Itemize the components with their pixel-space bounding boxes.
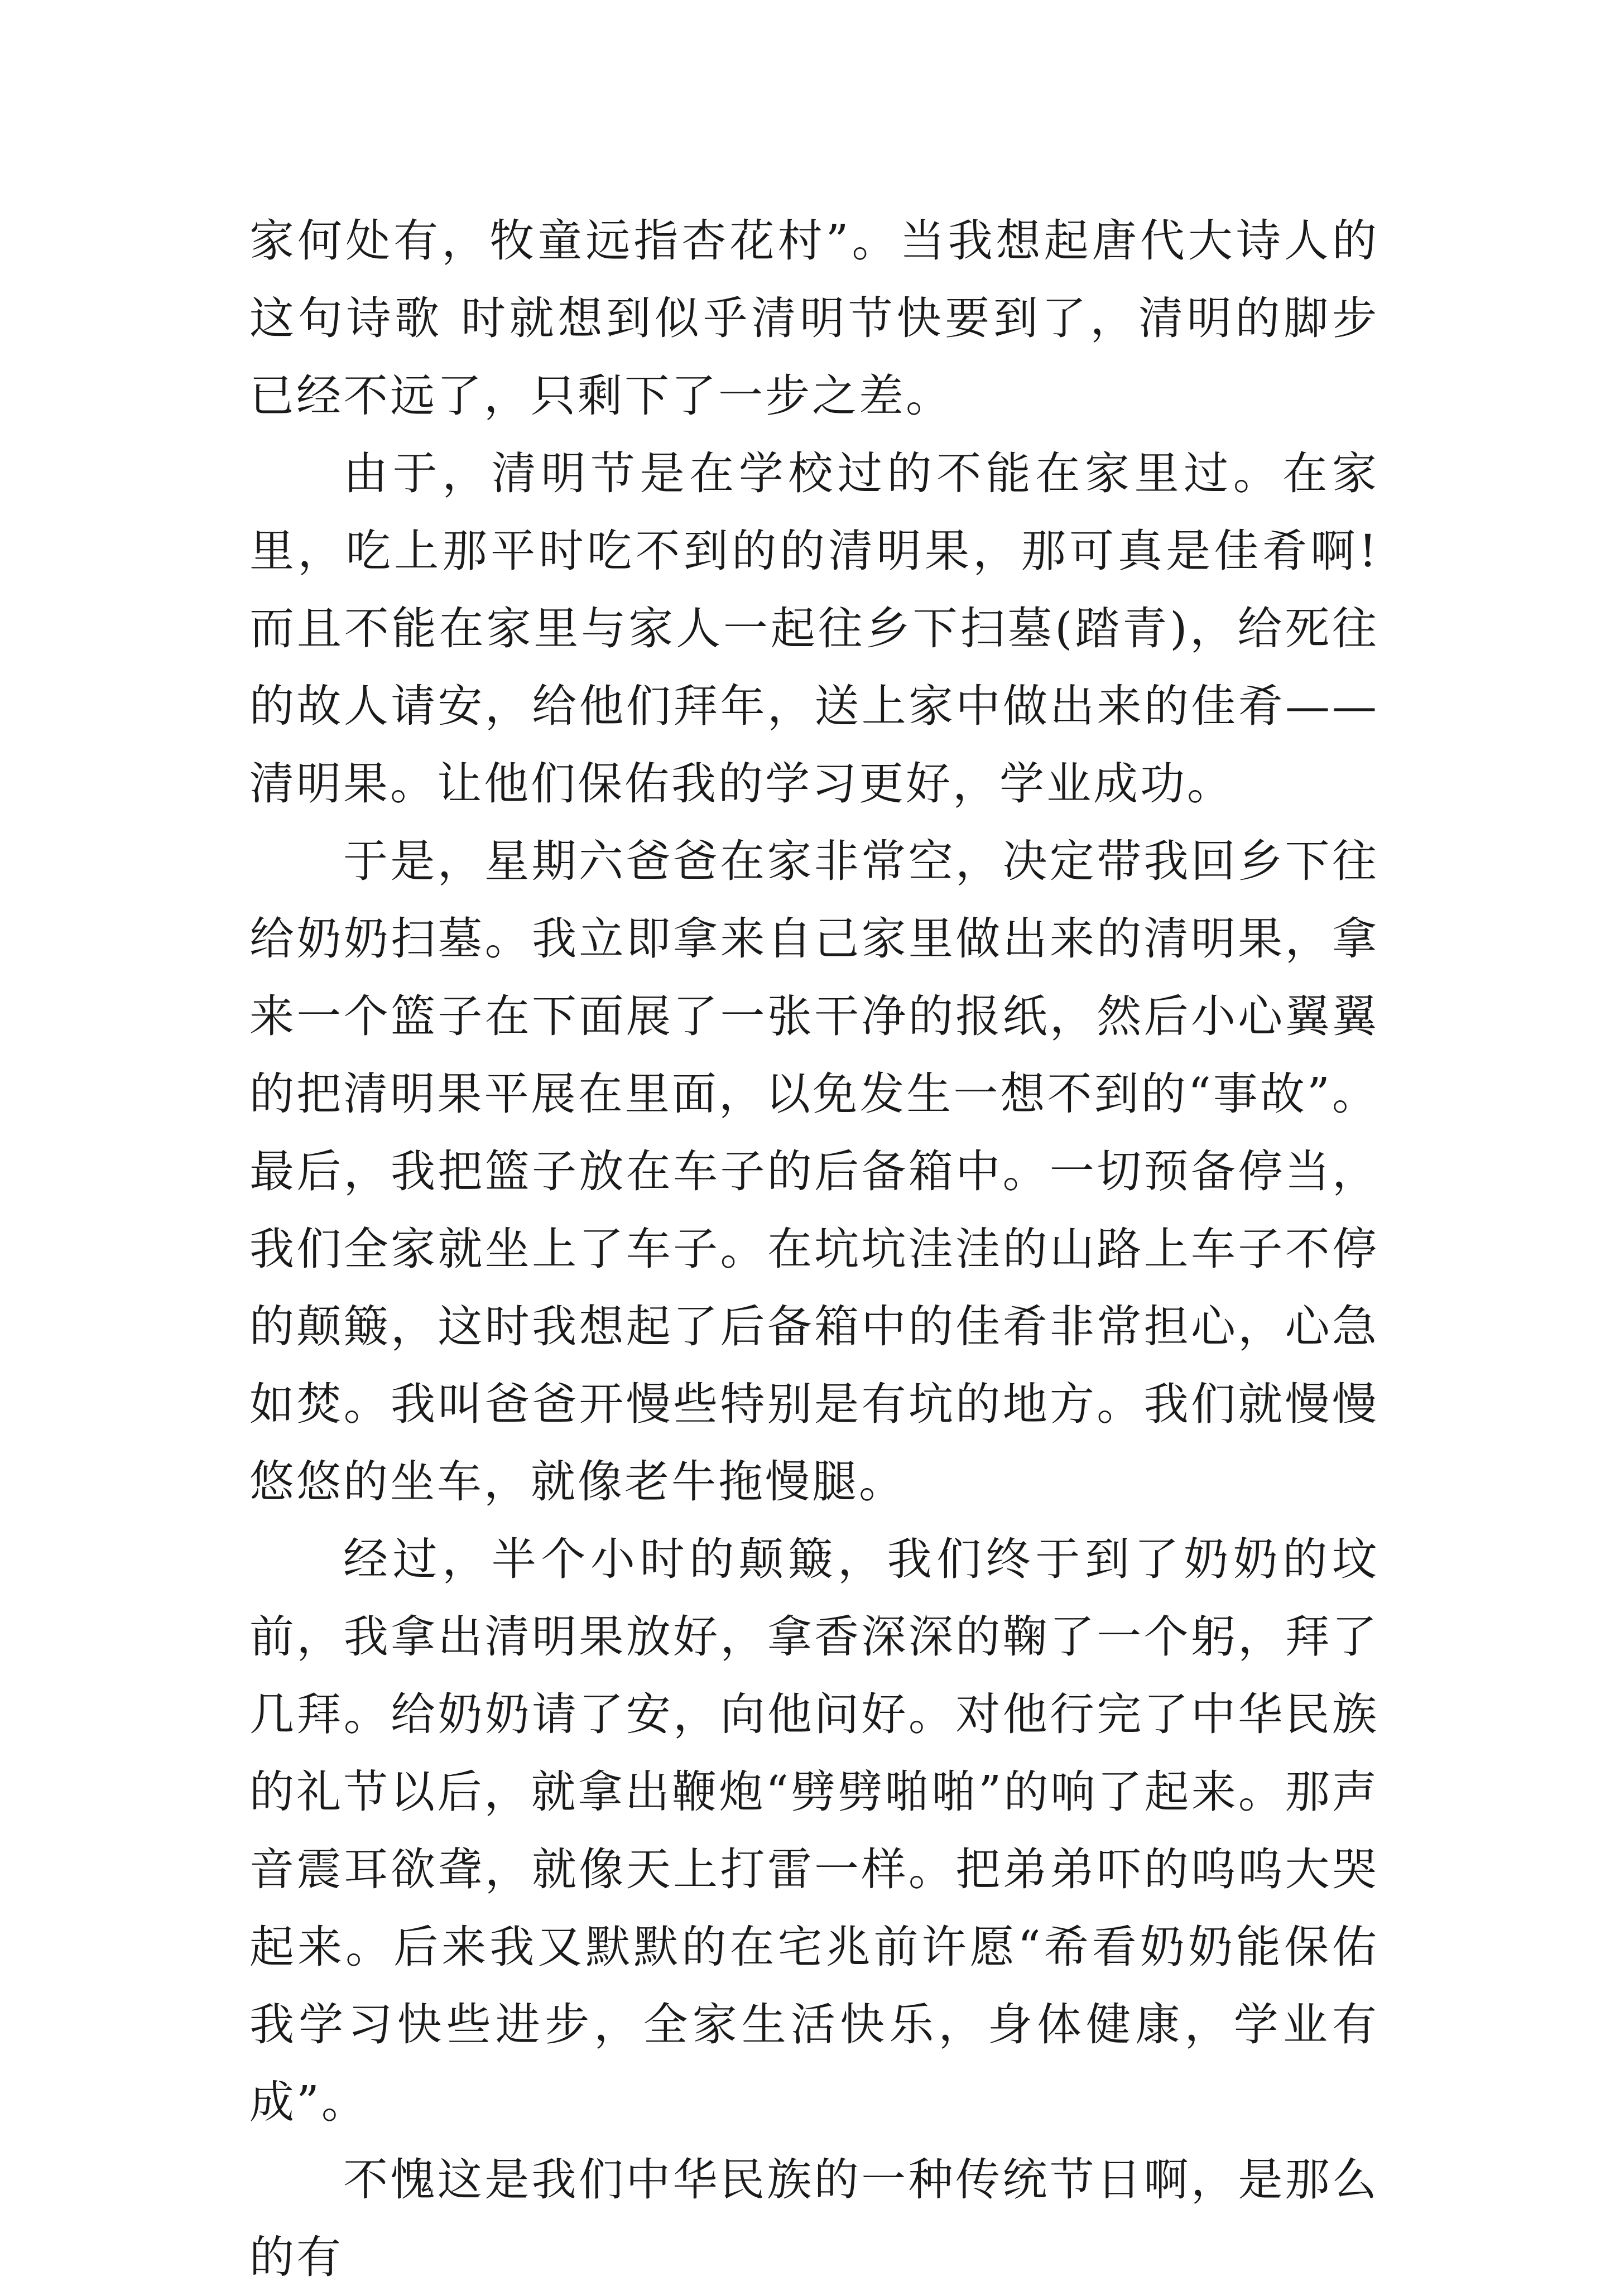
document-body <box>249 202 1379 2296</box>
paragraph-2: 由于，清明节是在学校过的不能在家里过。在家里，吃上那平时吃不到的的清明果，那可真是佳肴啊!而且不能在家里与家人一起往乡下扫墓(踏青)，给死往的故人请安，给他们拜年，送上家中做出来的佳肴——清明果。让他们保佑我的学习更好，学业成功。 <box>249 447 1379 810</box>
paragraph-3: 于是，星期六爸爸在家非常空，决定带我回乡下往给奶奶扫墓。我立即拿来自己家里做出来的清明果，拿来一个篮子在下面展了一张干净的报纸，然后小心翼翼的把清明果平展在里面，以免发生一想不到的“事故”。最后，我把篮子放在车子的后备箱中。一切预备停当，我们全家就坐上了车子。在坑坑洼洼的山路上车子不停的颠簸，这时我想起了后备箱中的佳肴非常担心，心急如焚。我叫爸爸开慢些特别是有坑的地方。我们就慢慢悠悠的坐车，就像老牛拖慢腿。 <box>249 835 1379 1508</box>
paragraph-5: 不愧这是我们中华民族的一种传统节日啊，是那么的有 <box>249 2154 1379 2283</box>
paragraph-4: 经过，半个小时的颠簸，我们终于到了奶奶的坟前，我拿出清明果放好，拿香深深的鞠了一个躬，拜了几拜。给奶奶请了安，向他问好。对他行完了中华民族的礼节以后，就拿出鞭炮“劈劈啪啪”的响了起来。那声音震耳欲聋，就像天上打雷一样。把弟弟吓的呜呜大哭起来。后来我又默默的在宅兆前许愿“希看奶奶能保佑我学习快些进步，全家生活快乐，身体健康，学业有成”。 <box>249 1533 1379 2128</box>
paragraph-1: 家何处有，牧童远指杏花村”。当我想起唐代大诗人的这句诗歌 时就想到似乎清明节快要到了，清明的脚步已经不远了，只剩下了一步之差。 <box>249 215 1379 422</box>
